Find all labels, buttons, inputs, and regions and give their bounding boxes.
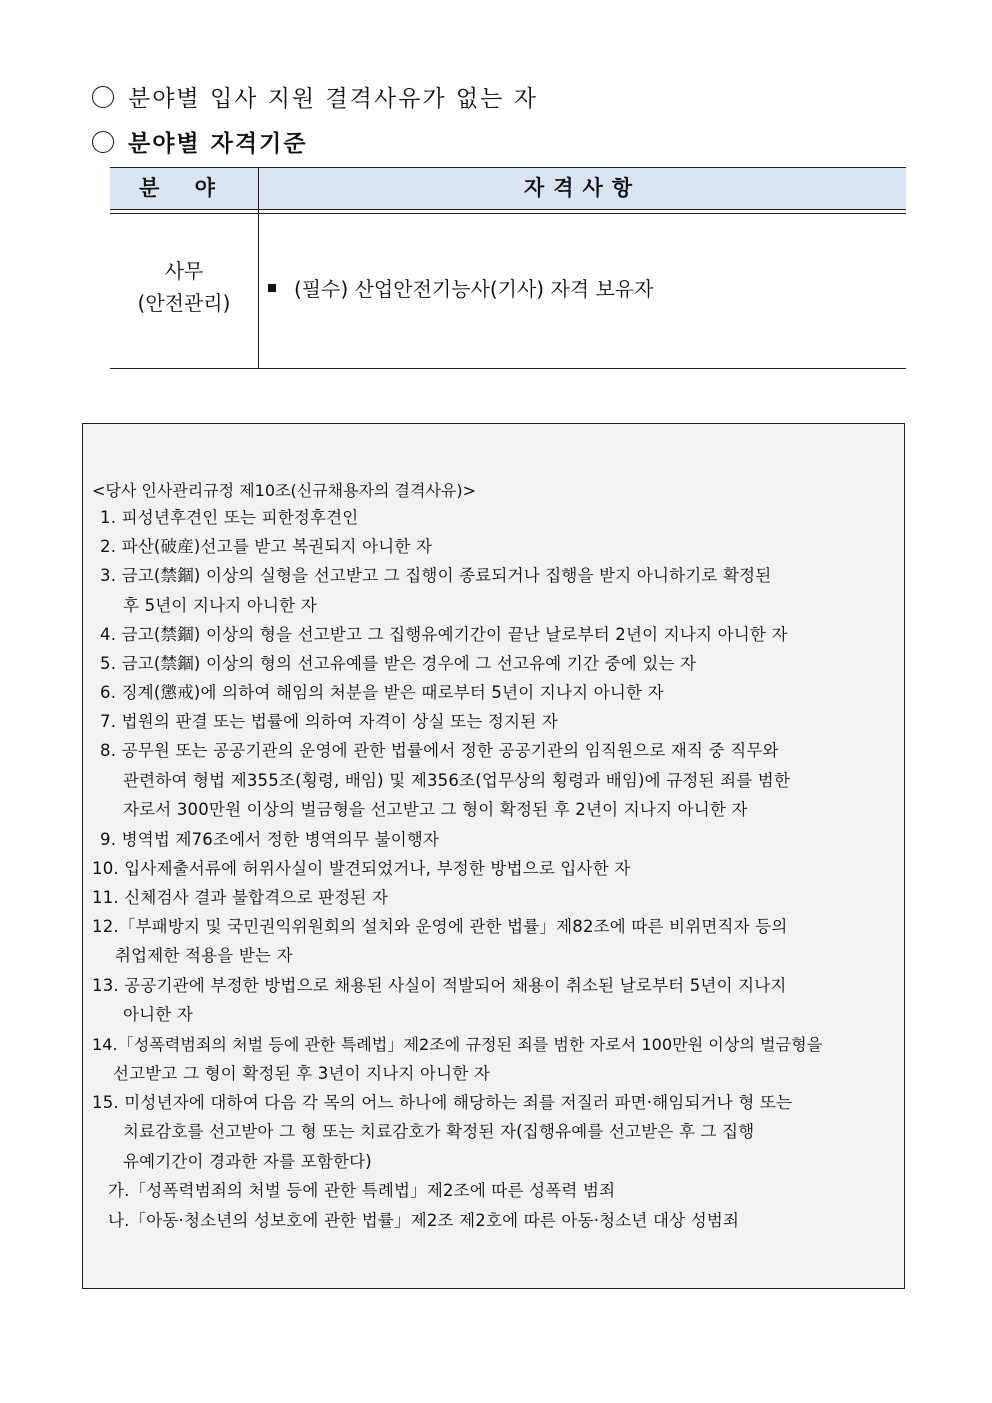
list-item: 선고받고 그 형이 확정된 후 3년이 지나지 아니한 자 [113,1064,491,1083]
header-divider [110,213,906,214]
list-item: 가.「성폭력범죄의 처벌 등에 관한 특례법」제2조에 따른 성폭력 범죄 [108,1181,616,1200]
list-item: 10. 입사제출서류에 허위사실이 발견되었거나, 부정한 방법으로 입사한 자 [92,859,631,878]
list-item: 8. 공무원 또는 공공기관의 운영에 관한 법률에서 정한 공공기관의 임직원으로 재직 중 직무와 [100,741,779,760]
heading-qualification [92,125,308,158]
qualification-table [110,167,906,369]
heading-eligibility-text: 분야별 입사 지원 결격사유가 없는 자 [128,86,538,112]
circle-bullet-icon [92,86,114,108]
square-bullet-icon [268,284,276,292]
disqualification-title: <당사 인사관리규정 제10조(신규채용자의 결격사유)> [92,481,477,500]
cell-field-line1: 사무 [164,259,204,283]
cell-field [110,255,258,319]
list-item: 4. 금고(禁錮) 이상의 형을 선고받고 그 집행유예기간이 끝난 날로부터 2년이 지나지 아니한 자 [100,625,788,644]
list-item: 14.「성폭력범죄의 처벌 등에 관한 특례법」제2조에 규정된 죄를 범한 자로서 100만원 이상의 벌금형을 [92,1035,823,1054]
list-item: 6. 징계(懲戒)에 의하여 해임의 처분을 받은 때로부터 5년이 지나지 아니한 자 [100,683,664,702]
list-item: 7. 법원의 판결 또는 법률에 의하여 자격이 상실 또는 정지된 자 [100,712,558,731]
list-item: 2. 파산(破産)선고를 받고 복권되지 아니한 자 [100,537,433,556]
list-item: 15. 미성년자에 대하여 다음 각 목의 어느 하나에 해당하는 죄를 저질러 파면·해임되거나 형 또는 [92,1093,793,1112]
list-item: 9. 병역법 제76조에서 정한 병역의무 불이행자 [100,830,440,849]
table-bottom-border [110,368,906,369]
list-item: 관련하여 형법 제355조(횡령, 배임) 및 제356조(업무상의 횡령과 배임)에 규정된 죄를 범한 [123,771,791,790]
list-item: 11. 신체검사 결과 불합격으로 판정된 자 [92,888,389,907]
cell-field-line2: (안전관리) [137,291,231,315]
heading-eligibility [92,80,538,113]
heading-qualification-text: 분야별 자격기준 [128,131,308,157]
list-item: 12.「부패방지 및 국민권익위원회의 설치와 운영에 관한 법률」제82조에 따른 비위면직자 등의 [92,917,788,936]
list-item: 자로서 300만원 이상의 벌금형을 선고받고 그 형이 확정된 후 2년이 지나지 아니한 자 [123,800,748,819]
header-requirement: 자격사항 [523,176,642,200]
list-item: 후 5년이 지나지 아니한 자 [123,596,317,615]
cell-requirement-text: (필수) 산업안전기능사(기사) 자격 보유자 [294,277,654,301]
circle-bullet-icon [92,131,114,153]
list-item: 5. 금고(禁錮) 이상의 형의 선고유예를 받은 경우에 그 선고유예 기간 중에 있는 자 [100,654,697,673]
list-item: 치료감호를 선고받아 그 형 또는 치료감호가 확정된 자(집행유예를 선고받은 후 그 집행 [123,1122,755,1141]
cell-requirement [268,273,653,302]
list-item: 유예기간이 경과한 자를 포함한다) [123,1152,372,1171]
list-item: 1. 피성년후견인 또는 피한정후견인 [100,508,359,527]
list-item: 13. 공공기관에 부정한 방법으로 채용된 사실이 적발되어 채용이 취소된 날로부터 5년이 지나지 [92,976,787,995]
header-field: 분 야 [139,176,229,200]
list-item: 취업제한 적용을 받는 자 [115,946,293,965]
list-item: 3. 금고(禁錮) 이상의 실형을 선고받고 그 집행이 종료되거나 집행을 받지 아니하기로 확정된 [100,566,772,585]
header-divider [110,209,906,210]
list-item: 아니한 자 [123,1005,194,1024]
list-item: 나.「아동·청소년의 성보호에 관한 법률」제2조 제2호에 따른 아동·청소년 대상 성범죄 [108,1211,740,1230]
